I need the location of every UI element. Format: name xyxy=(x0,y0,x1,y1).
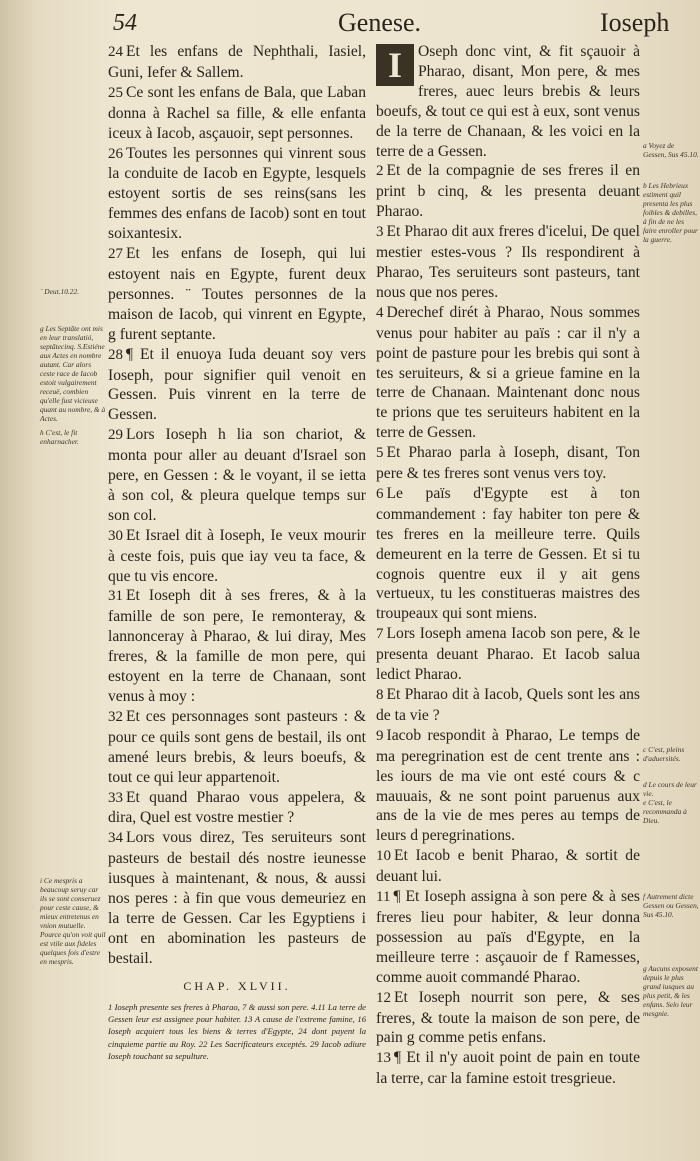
left-note-h: h C'est, le fit enharnacher. xyxy=(40,428,79,446)
book-title: Genese. xyxy=(338,8,422,37)
drop-cap: I xyxy=(376,44,414,86)
verse: 8 Et Pharao dit à Iacob, Quels sont les ans de ta vie ? xyxy=(376,686,640,724)
verse: 12 Et Ioseph nourrit son pere, & ses freres, & toute la maison de son pere, de pain g comme petis enfans. xyxy=(376,988,640,1047)
running-header xyxy=(0,6,700,40)
right-note-f: f Autrement dicte Gessen ou Gessen, Sus 45.10. xyxy=(643,892,699,919)
verse: 25 Ce sont les enfans de Bala, que Laban donna à Rachel sa fille, & elle enfanta iceux à Iacob, asçauoir, sept personnes. xyxy=(108,83,366,142)
chapter-heading: CHAP. XLVII. xyxy=(183,978,291,993)
chapter-summary: 1 Ioseph presente ses freres à Pharao, 7 & aussi son pere. 4.11 La terre de Gessen leur est assignee pour habiter. 13 A cause de l'extreme famine, 16 Ioseph acquiert tous les biens & terres d'Egypte, 24 dont payent la cinquieme partie au Roy. 22 Les Sacrificateurs exceptés. 29 Iacob adiure Ioseph touchant sa sepulture. xyxy=(108,1001,366,1062)
verse: 24 Et les enfans de Nephthali, Iasiel, Guni, Iefer & Sallem. xyxy=(108,43,366,81)
verse: 6 Le païs d'Egypte est à ton commandement : fay habiter ton pere & tes freres en la meilleure terre. Quils demeurent en la terre de Gessen. Et si tu cognois quentre eux il y ait gens vertueux, tu les constitueras maistres des troupeaux qui sont miens. xyxy=(376,484,640,623)
verse: 31 Et Ioseph dit à ses freres, & à la famille de son pere, Ie remonteray, & lannonceray à Pharao, & lui diray, Mes freres, & la famille de mon pere, qui estoyent en la terre de Chanaan, sont venus à moy : xyxy=(108,587,366,705)
verse: 9 Iacob respondit à Pharao, Le temps de ma peregrination est de cent trente ans : les iours de ma vie ont esté cours & c mauuais, & ne sont point paruenus aux ans de la vie de mes peres au temps de leurs d peregrinations. xyxy=(376,726,640,845)
verse: 26 Toutes les personnes qui vinrent sous la conduite de Iacob en Egypte, lesquels estoyent sortis de ses reins(sans les femmes des enfans de Iacob) sont en tout soixantesix. xyxy=(108,144,366,243)
left-note-i: i Ce mespris a beaucoup seruy car ils se sont conseruez pour ceste cause, & mieux entretenus en vnion mutuelle. Pource qu'on voit quil est vtile aux fideles quelques fois d'estre en mespris. xyxy=(40,876,106,966)
verse: 3 Et Pharao dit aux freres d'icelui, De quel mestier estes-vous ? Ils respondirent à Pharao, Tes seruiteurs sont pasteurs, tant nous que nos peres. xyxy=(376,223,640,301)
right-note-c: c C'est, pleins d'aduersités. xyxy=(643,745,685,763)
right-note-d: d Le cours de leur vie. xyxy=(643,780,697,798)
verse: 27 Et les enfans de Ioseph, qui lui estoyent nais en Egypte, furent deux personnes. ¨ Toutes personnes de la maison de Iacob, qui vinrent en Egypte, g furent septante. xyxy=(108,245,366,343)
page-number: 54 xyxy=(113,10,137,36)
verse: 2 Et de la compagnie de ses freres il en print b cinq, & les presenta deuant Pharao. xyxy=(376,162,640,221)
running-head: Ioseph xyxy=(600,8,670,37)
verse: 13 ¶ Et il n'y auoit point de pain en toute la terre, car la famine estoit tresgrieue. xyxy=(376,1049,640,1088)
right-note-g: g Aucuns exposent depuis le plus grand iusques au plus petit, & les enfans. Selo leur mesgnie. xyxy=(643,964,698,1018)
right-column xyxy=(376,42,640,1089)
right-note-e: e C'est, le recommanda à Dieu. xyxy=(643,798,687,825)
left-column xyxy=(108,42,366,1063)
verse: 32 Et ces personnages sont pasteurs : & pour ce quils sont gens de bestail, ils ont amené leurs brebis, & leurs boeufs, & tout ce qui leur appartenoit. xyxy=(108,707,366,786)
verse: 28 ¶ Et il enuoya Iuda deuant soy vers Ioseph, pour signifier quil venoit en Gessen. Puis vinrent en la terre de Gessen. xyxy=(108,345,366,424)
right-note-a: a Voyez de Gessen, Sus 45.10. xyxy=(643,141,699,159)
right-note-b: b Les Hebrieux estiment quil presenta les plus foibles & debilles, à fin de ne les faire enroller pour la guerre. xyxy=(643,181,698,244)
verse: 7 Lors Ioseph amena Iacob son pere, & le presenta deuant Pharao. Et Iacob salua ledict Pharao. xyxy=(376,625,640,684)
left-note-g: g Les Septãte ont mis en leur translatió, septãtecinq. S.Estiéne aux Actes en nombre autant. Car alors ceste race de Iacob estoit vulgairement receuë, combien qu'elle fust vicieuse quant au nombre, & à Actes. xyxy=(40,324,106,423)
verse: 11 ¶ Et Ioseph assigna à son pere & à ses freres lieu pour habiter, & leur donna possession au païs d'Egypte, en la meilleure terre : asçauoir de f Ramesses, comme auoit commandé Pharao. xyxy=(376,888,640,986)
verse: 34 Lors vous direz, Tes seruiteurs sont pasteurs de bestail dés nostre ieunesse iusques à maintenant, & nous, & aussi nos peres : à fin que vous demeuriez en la terre de Gessen. Car les Egyptiens i ont en abomination les pasteurs de bestail. xyxy=(108,829,366,967)
verse: 30 Et Israel dit à Ioseph, Ie veux mourir à ceste fois, puis que iay veu ta face, & que tu vis encore. xyxy=(108,526,366,585)
verse: 33 Et quand Pharao vous appelera, & dira, Quel est vostre mestier ? xyxy=(108,788,366,827)
verse-intro: I Oseph donc vint, & fit sçauoir à Pharao, disant, Mon pere, & mes freres, auec leurs brebis & leurs boeufs, & tout ce qui est à eux, sont venus de la terre de Chanaan, & les voici en la terre de a Gessen. xyxy=(376,43,640,160)
verse: 10 Et Iacob e benit Pharao, & sortit de deuant lui. xyxy=(376,847,640,886)
left-note-deut: ¨ Deut.10.22. xyxy=(40,287,79,296)
verse: 4 Derechef dirét à Pharao, Nous sommes venus pour habiter au païs : car il n'y a point de pasture pour les brebis qui sont à tes seruiteurs, & si a grieue famine en la terre de Chanaan. Maintenant donc nous te prions que tes seruiteurs habitent en la terre de Gessen. xyxy=(376,303,640,442)
verse: 29 Lors Ioseph h lia son chariot, & monta pour aller au deuant d'Israel son pere, en Gessen : & le voyant, il se ietta à son col, & pleura quelque temps sur son col. xyxy=(108,426,366,524)
verse: 5 Et Pharao parla à Ioseph, disant, Ton pere & tes freres sont venus vers toy. xyxy=(376,444,640,483)
